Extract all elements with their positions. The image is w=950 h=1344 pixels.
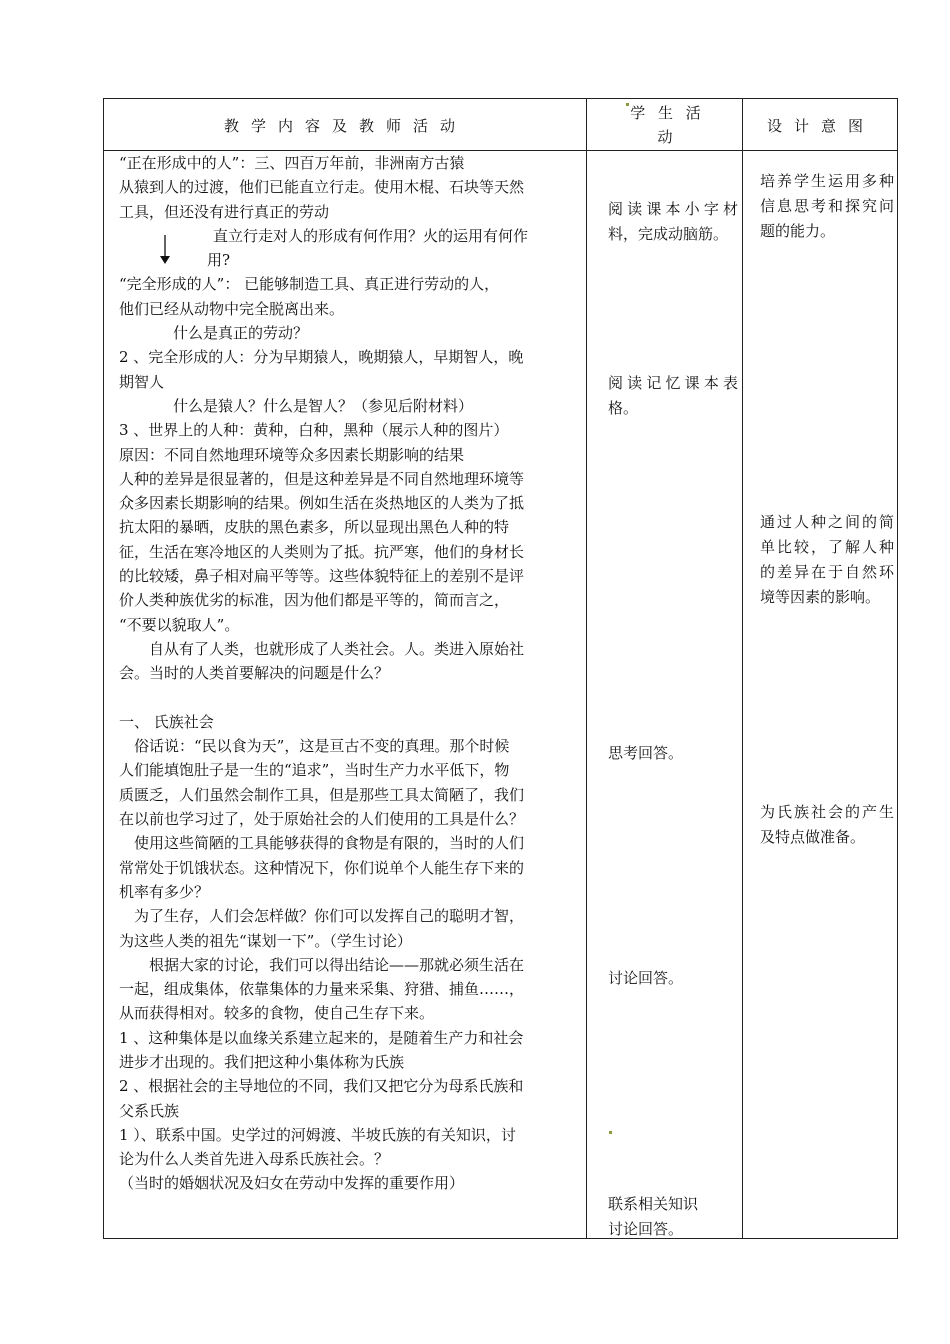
content-line: 自从有了人类，也就形成了人类社会。人。类进入原始社 [149,639,525,658]
lesson-table [103,98,898,1239]
header-design-intent: 设计意图 [766,116,875,135]
content-line: 从猿到人的过渡，他们已能直立行走。使用木棍、石块等天然 [119,178,525,197]
design-intent-2: 通过人种之间的简单比较，了解人种的差异在于自然环境等因素的影响。 [760,513,894,606]
content-line: 的比较矮，鼻子相对扁平等等。这些体貌特征上的差别不是评 [119,567,525,586]
teaching-content-column [119,151,581,1196]
design-intent-1: 培养学生运用多种信息思考和探究问题的能力。 [760,172,894,240]
content-line: 2 、根据社会的主导地位的不同，我们又把它分为母系氏族和 [119,1077,524,1096]
column-divider [586,99,587,1238]
content-line: “不要以貌取人”。 [119,615,240,634]
student-activity-5: 联系相关知识 [608,1195,699,1213]
content-line: 父系氏族 [119,1101,180,1120]
content-line: 1 ）、联系中国。史学过的河姆渡、半坡氏族的有关知识，讨 [119,1125,516,1144]
content-line: 期智人 [119,372,165,391]
content-line: 进步才出现的。我们把这种小集体称为氏族 [119,1052,405,1071]
content-line: 价人类种族优劣的标准，因为他们都是平等的，简而言之， [119,591,510,610]
content-line: 为了生存，人们会怎样做？你们可以发挥自己的聪明才智， [134,907,525,926]
content-line: 会。当时的人类首要解决的问题是什么？ [119,664,390,683]
content-line: 抗太阳的暴晒，皮肤的黑色素多，所以显现出黑色人种的特 [119,518,510,537]
student-activity-4: 讨论回答。 [608,969,684,987]
content-line: 为这些人类的祖先“谋划一下”。（学生讨论） [119,931,412,950]
decorative-dot [608,1129,738,1154]
content-line: 从而获得相对。较多的食物，使自己生存下来。 [119,1004,435,1023]
content-line: “完全形成的人”： 已能够制造工具、真正进行劳动的人， [119,275,500,294]
content-line: 什么是猿人？什么是智人？（参见后附材料） [173,396,474,415]
student-activity-1: 阅读课本小字材料，完成动脑筋。 [608,200,738,243]
design-intent-3: 为氏族社会的产生及特点做准备。 [760,803,894,846]
content-line: 论为什么人类首先进入母系氏族社会。？ [119,1150,390,1169]
content-line: 什么是真正的劳动？ [173,324,309,343]
content-line: 3 、世界上的人种：黄种，白种，黑种（展示人种的图片） [119,421,509,440]
column-divider [742,99,743,1238]
content-line: 机率有多少？ [119,882,210,901]
content-line: （当时的婚姻状况及妇女在劳动中发挥的重要作用） [119,1174,465,1193]
content-line: 人种的差异是很显著的，但是这种差异是不同自然地理环境等 [119,469,525,488]
content-line: 他们已经从动物中完全脱离出来。 [119,299,345,318]
content-line: 根据大家的讨论，我们可以得出结论——那就必须生活在 [149,955,525,974]
content-line: 直立行走对人的形成有何作用？火的运用有何作 [119,224,581,248]
content-line: 众多因素长期影响的结果。例如生活在炎热地区的人类为了抵 [119,494,525,513]
content-line: 一起，组成集体，依靠集体的力量来采集、狩猎、捕鱼……， [119,980,525,999]
header-teaching-content: 教学内容及教师活动 [223,116,467,135]
content-line: 使用这些简陋的工具能够获得的食物是有限的，当时的人们 [134,834,525,853]
content-line: 工具，但还没有进行真正的劳动 [119,202,330,221]
content-line: 质匮乏，人们虽然会制作工具，但是那些工具太简陋了，我们 [119,785,525,804]
content-line: 常常处于饥饿状态。这种情况下，你们说单个人能生存下来的 [119,858,525,877]
content-line: 原因：不同自然地理环境等众多因素长期影响的结果 [119,445,465,464]
content-line: 俗话说：“民以食为天”，这是亘古不变的真理。那个时候 [134,737,510,756]
content-line: 用? [207,251,231,270]
content-line: 在以前也学习过了，处于原始社会的人们使用的工具是什么？ [119,810,525,829]
section-heading: 一、 氏族社会 [119,712,214,731]
student-activity-6: 讨论回答。 [608,1220,684,1238]
content-line: 1 、这种集体是以血缘关系建立起来的，是随着生产力和社会 [119,1028,524,1047]
header-student-activity: 学 生 活 动 [587,99,743,151]
content-line: 2 、完全形成的人：分为早期猿人，晚期猿人，早期智人，晚 [119,348,524,367]
content-line: “正在形成中的人”：三、四百万年前，非洲南方古猿 [119,154,465,172]
student-activity-2: 阅读记忆课本表格。 [608,374,738,417]
content-line: 征，生活在寒冷地区的人类则为了抵。抗严寒，他们的身材长 [119,542,525,561]
student-activity-3: 思考回答。 [608,744,684,762]
content-line: 人们能填饱肚子是一生的“追求”，当时生产力水平低下，物 [119,761,510,780]
